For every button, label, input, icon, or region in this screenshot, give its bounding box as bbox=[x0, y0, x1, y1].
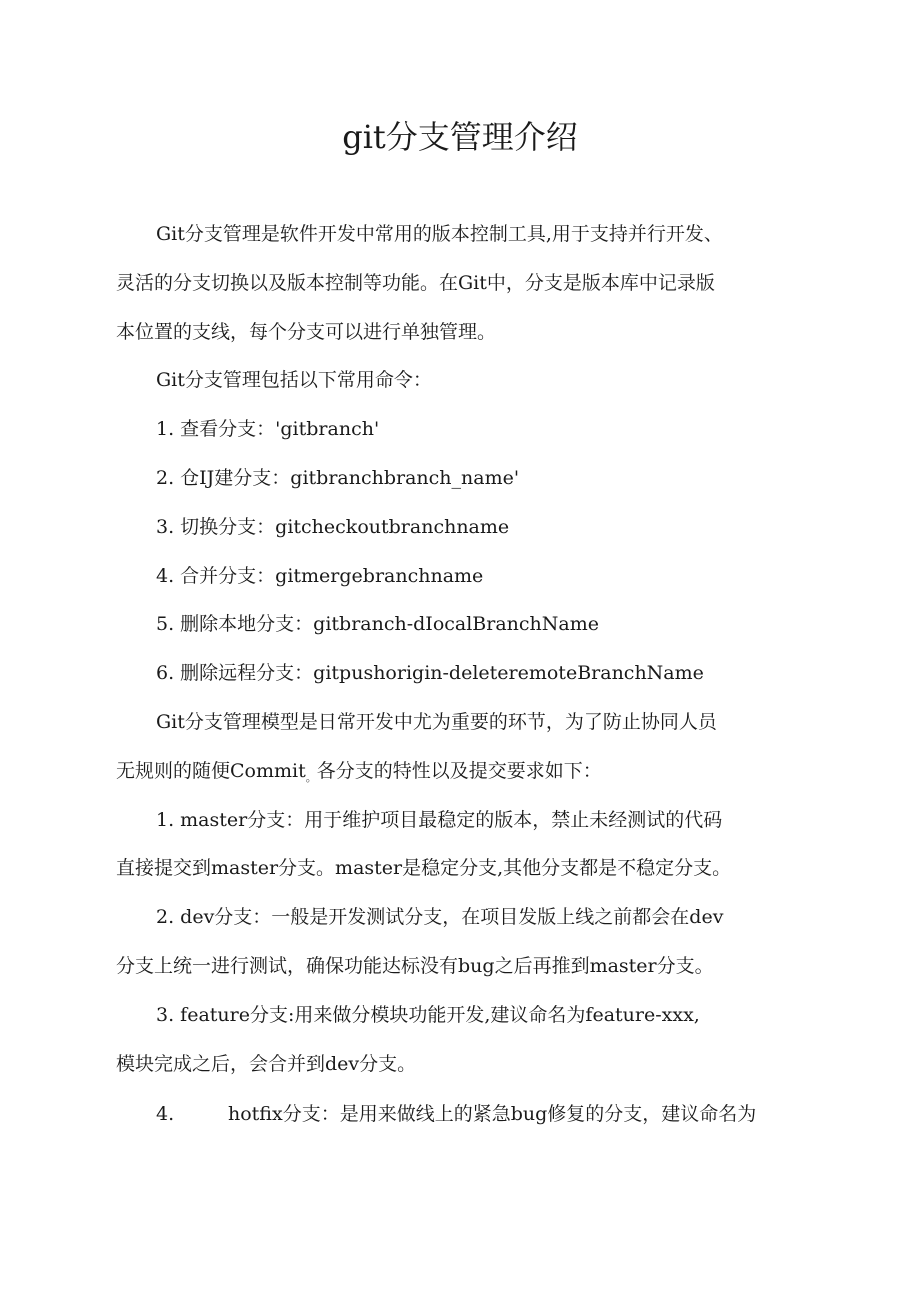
model-line-2-period: 。 bbox=[305, 770, 317, 784]
intro-line-3: 本位置的支线，每个分支可以进行单独管理。 bbox=[116, 320, 497, 343]
document-title: git分支管理介绍 bbox=[342, 118, 578, 156]
intro-line-2: 灵活的分支切换以及版本控制等功能。在Git中，分支是版本库中记录版 bbox=[116, 271, 715, 294]
branch-hotfix-item bbox=[116, 1100, 806, 1128]
branch-feature-line-1: 3. feature分支:用来做分模块功能开发,建议命名为feature-xxx, bbox=[156, 1003, 700, 1026]
command-item-4: 4. 合并分支：gitmergebranchname bbox=[156, 564, 484, 587]
intro-line-1: Git分支管理是软件开发中常用的版本控制工具,用于支持并行开发、 bbox=[156, 223, 723, 245]
model-line-2 bbox=[116, 747, 816, 796]
branch-master-line-1: 1. master分支：用于维护项目最稳定的版本，禁止未经测试的代码 bbox=[156, 808, 723, 831]
model-line-1: Git分支管理模型是日常开发中尤为重要的环节，为了防止协同人员 bbox=[156, 710, 717, 733]
branch-feature-line-2: 模块完成之后，会合并到dev分支。 bbox=[116, 1052, 417, 1075]
command-item-6: 6. 删除远程分支：gitpushorigin-deleteremoteBranchName bbox=[156, 662, 704, 685]
command-item-1: 1. 查看分支：'gitbranch' bbox=[156, 418, 380, 441]
paragraph-gap bbox=[116, 1088, 816, 1100]
branch-hotfix-text: hotfix分支：是用来做线上的紧急bug修复的分支，建议命名为 bbox=[228, 1103, 757, 1126]
document-body bbox=[116, 210, 816, 1128]
branch-dev-line-1: 2. dev分支：一般是开发测试分支，在项目发版上线之前都会在dev bbox=[156, 906, 724, 929]
commands-heading: Git分支管理包括以下常用命令： bbox=[156, 369, 432, 392]
command-item-3: 3. 切换分支：gitcheckoutbranchname bbox=[156, 515, 510, 538]
branch-dev-line-2: 分支上统一进行测试，确保功能达标没有bug之后再推到master分支。 bbox=[116, 954, 714, 977]
model-line-2-start: 无规则的随便Commit bbox=[116, 759, 306, 782]
command-item-5: 5. 删除本地分支：gitbranch-dIocalBranchName bbox=[156, 613, 600, 636]
command-item-2: 2. 仓IJ建分支：gitbranchbranch_name' bbox=[156, 466, 520, 489]
branch-master-line-2: 直接提交到master分支。master是稳定分支,其他分支都是不稳定分支。 bbox=[116, 857, 732, 880]
model-line-2-end: 各分支的特性以及提交要求如下： bbox=[316, 759, 602, 782]
branch-hotfix-number: 4. bbox=[156, 1103, 175, 1126]
